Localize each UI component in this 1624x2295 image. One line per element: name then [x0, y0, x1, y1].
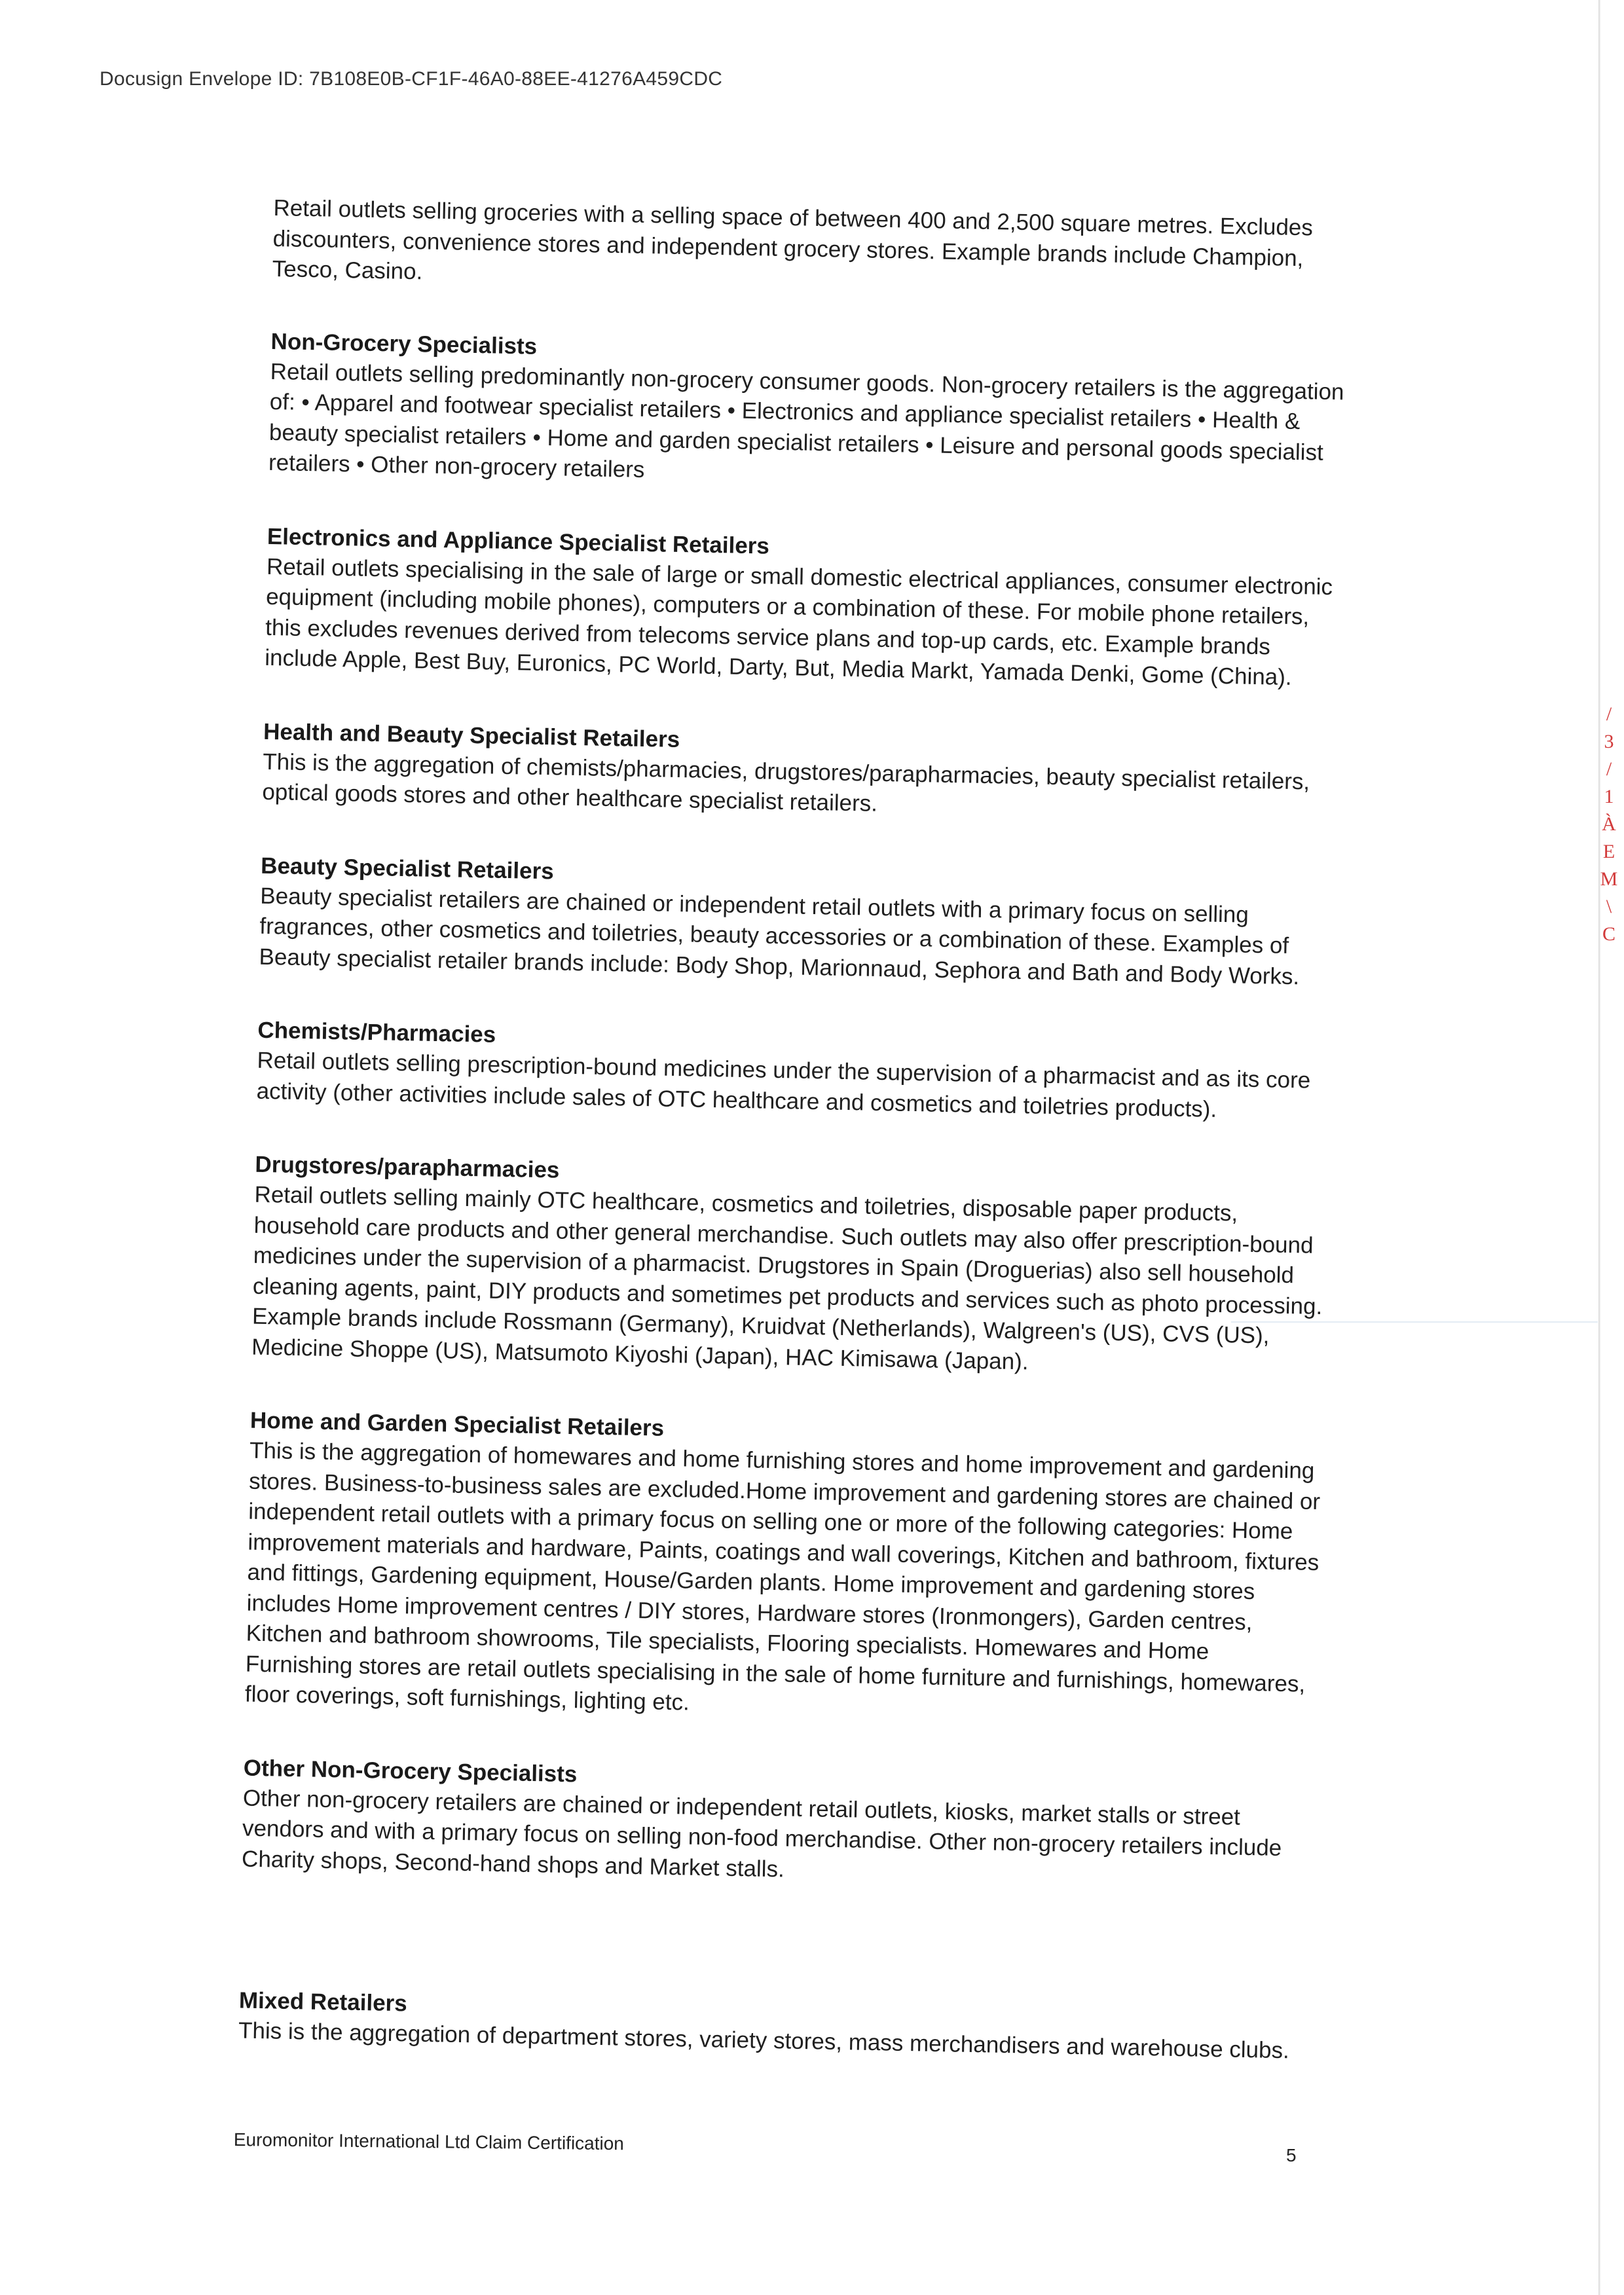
- stamp-char: C: [1602, 923, 1615, 945]
- section-heading: Electronics and Appliance Specialist Retailers: [267, 523, 770, 559]
- section-text: Retail outlets specialising in the sale of large or small domestic electrical appliances, consumer electronic equipment (including mobile phones), computers or a combination of these. For mobile phone retailers, this excludes revenues derived from telecoms service plans and top-up cards, etc. Example brands include Apple, Best Buy, Euronics, PC World, Darty, But, Media Markt, Yamada Denki, Gome (China).: [265, 553, 1333, 690]
- stamp-char: 3: [1604, 731, 1614, 752]
- section-heading: Mixed Retailers: [238, 1987, 408, 2017]
- docusign-envelope-id: Docusign Envelope ID: 7B108E0B-CF1F-46A0-88EE-41276A459CDC: [100, 68, 723, 90]
- section-heading: Beauty Specialist Retailers: [260, 853, 555, 884]
- document-body: [237, 193, 1347, 2110]
- section-non-grocery-specialists: [268, 326, 1345, 498]
- section-mixed-retailers: [238, 1985, 1313, 2066]
- section-text: Beauty specialist retailers are chained or independent retail outlets with a primary focus on selling fragrances, other cosmetics and toiletries, beauty accessories or a combination of these. Examples of Beauty specialist retailer brands include: Body Shop, Marionnaud, Sephora and Bath and Body Works.: [259, 883, 1300, 989]
- section-text: Other non-grocery retailers are chained or independent retail outlets, kiosks, market stalls or street vendors and with a primary focus on selling non-food merchandise. Other non-grocery retailers include Charity shops, Second-hand shops and Market stalls.: [241, 1785, 1282, 1882]
- stamp-char: /: [1606, 703, 1612, 725]
- intro-paragraph: Retail outlets selling groceries with a selling space of between 400 and 2,500 square metres. Excludes discounters, convenience stores and independent grocery stores. Example brands include Champion, Tesco, Casino.: [272, 194, 1314, 285]
- section-home-garden: [245, 1406, 1325, 1731]
- section-text: Retail outlets selling prescription-bound medicines under the supervision of a pharmacist and as its core activity (other activities include sales of OTC healthcare and cosmetics and toiletries products).: [256, 1047, 1311, 1122]
- footer-certification: Euromonitor International Ltd Claim Certification: [233, 2129, 625, 2154]
- section-text: Retail outlets selling mainly OTC healthcare, cosmetics and toiletries, disposable paper products, household care products and other general merchandise. Such outlets may also offer prescription-bound medicines under the supervision of a pharmacist. Drugstores in Spain (Droguerias) also sell household cleaning agents, paint, DIY products and sometimes pet products and services such as photo processing. Example brands include Rossmann (Germany), Kruidvat (Netherlands), Walgreen's (US), CVS (US), Medicine Shoppe (US), Matsumoto Kiyoshi (Japan), HAC Kimisawa (Japan).: [251, 1181, 1323, 1374]
- section-heading: Home and Garden Specialist Retailers: [249, 1407, 665, 1441]
- stamp-char: À: [1602, 813, 1616, 835]
- stamp-char: \: [1606, 896, 1612, 917]
- section-text: This is the aggregation of homewares and home furnishing stores and home improvement and gardening stores. Business-to-business sales are excluded.Home improvement and gardening stores are chained or independent retail outlets with a primary focus on selling one or more of the following categories: Home improvement materials and hardware, Paints, coatings and wall coverings, Kitchen and bathroom, fixtures and fittings, Gardening equipment, House/Garden plants. Home improvement and gardening stores includes Home improvement centres / DIY stores, Hardware stores (Ironmongers), Garden centres, Kitchen and bathroom showrooms, Tile specialists, Flooring specialists. Homewares and Home Furnishing stores are retail outlets specialising in the sale of home furniture and furnishings, homewares, floor coverings, soft furnishings, lighting etc.: [244, 1437, 1321, 1716]
- section-beauty-specialist: [259, 851, 1335, 993]
- section-heading: Health and Beauty Specialist Retailers: [263, 718, 680, 752]
- section-electronics-appliance: [265, 521, 1341, 693]
- section-health-beauty: [262, 716, 1337, 828]
- section-heading: Chemists/Pharmacies: [257, 1017, 496, 1048]
- section-chemists-pharmacies: [256, 1016, 1331, 1127]
- section-heading: Non-Grocery Specialists: [270, 328, 538, 359]
- section-text: This is the aggregation of department stores, variety stores, mass merchandisers and warehouse clubs.: [238, 2017, 1290, 2064]
- red-stamp-margin: [1598, 701, 1620, 948]
- section-drugstores: [251, 1150, 1329, 1383]
- section-heading: Drugstores/parapharmacies: [255, 1151, 560, 1183]
- stamp-char: M: [1600, 868, 1618, 890]
- stamp-char: 1: [1604, 786, 1614, 807]
- section-text: Retail outlets selling predominantly non-grocery consumer goods. Non-grocery retailers is the aggregation of: • Apparel and footwear specialist retailers • Electronics and appliance specialist retailers • Health & beauty specialist retailers • Home and garden specialist retailers • Leisure and personal goods specialist retailers • Other non-grocery retailers: [268, 358, 1344, 483]
- stamp-char: /: [1606, 758, 1612, 780]
- section-other-non-grocery: [242, 1753, 1318, 1895]
- stamp-char: E: [1602, 841, 1615, 862]
- section-text: This is the aggregation of chemists/pharmacies, drugstores/parapharmacies, beauty specialist retailers, optical goods stores and other healthcare specialist retailers.: [262, 748, 1310, 817]
- section-heading: Other Non-Grocery Specialists: [243, 1755, 578, 1787]
- page-edge: [1598, 0, 1600, 2295]
- page-number: 5: [1286, 2145, 1297, 2165]
